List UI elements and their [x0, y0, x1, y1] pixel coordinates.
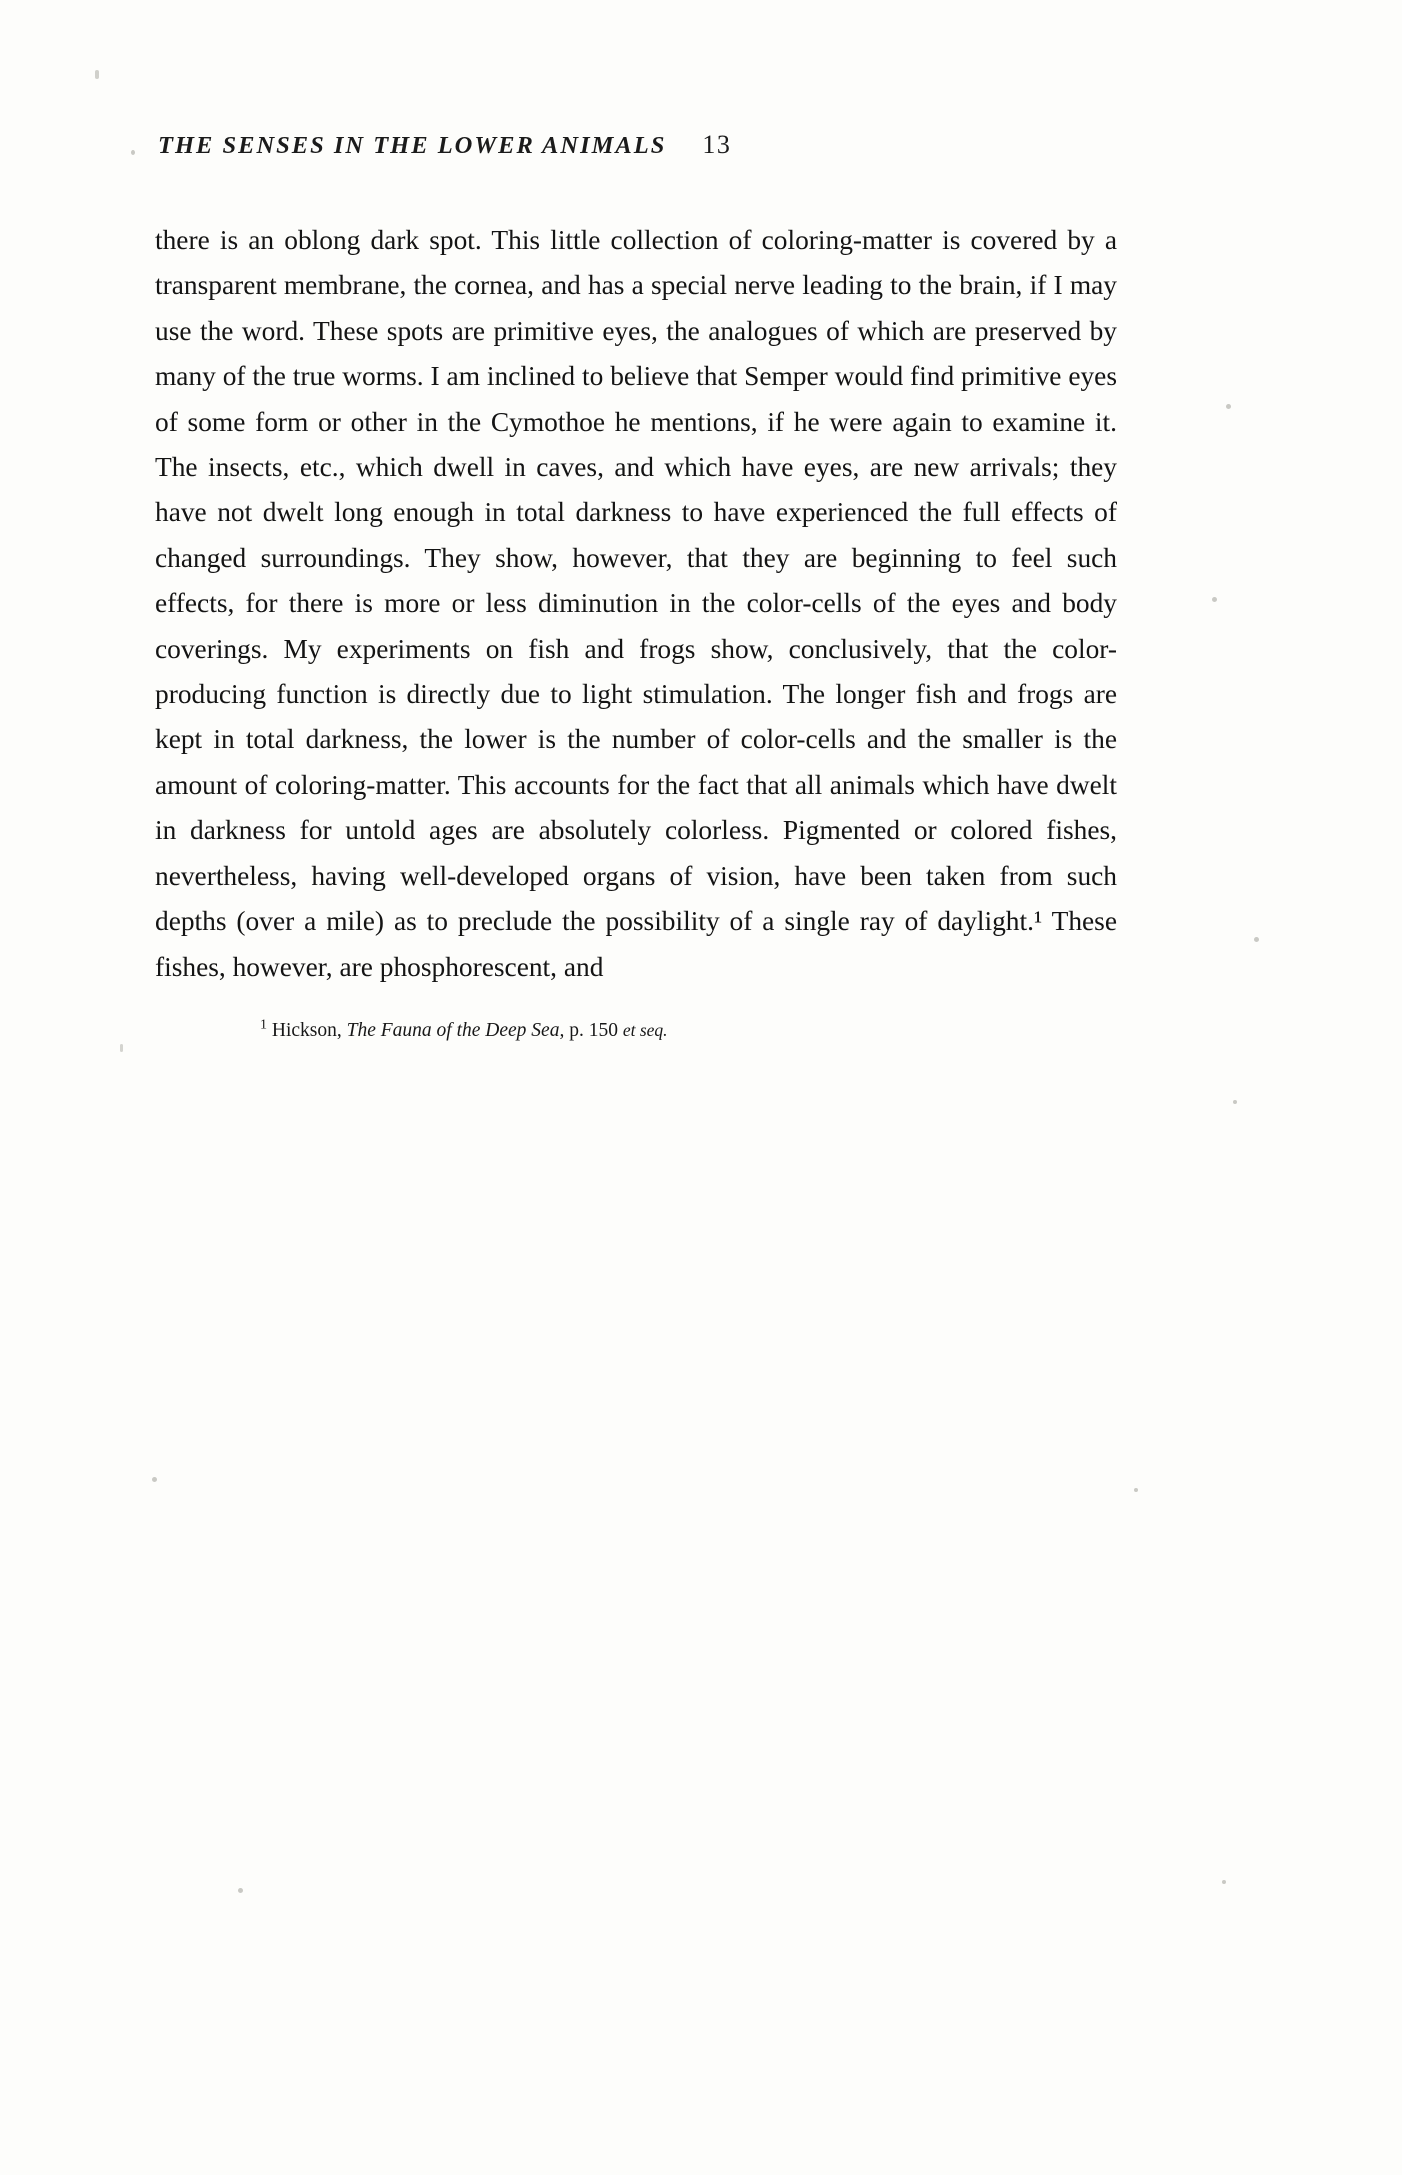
page-content [150, 130, 1260, 1045]
scan-speckle [1134, 1488, 1138, 1492]
scan-speckle [120, 1044, 123, 1052]
footnote-work-title: The Fauna of the Deep Sea, [346, 1019, 565, 1041]
body-paragraph: there is an oblong dark spot. This little collection of coloring-matter is covered by a transparent membrane, the cornea, and has a special nerve leading to the brain, if I may use the word. These spots are primitive eyes, the analogues of which are preserved by many of the true worms. I am inclined to believe that Semper would find primitive eyes of some form or other in the Cymothoe he mentions, if he were again to examine it. The insects, etc., which dwell in caves, and which have eyes, are new arrivals; they have not dwelt long enough in total darkness to have experienced the full effects of changed surroundings. They show, however, that they are beginning to feel such effects, for there is more or less diminution in the color-cells of the eyes and body coverings. My experiments on fish and frogs show, conclusively, that the color-producing function is directly due to light stimulation. The longer fish and frogs are kept in total darkness, the lower is the number of color-cells and the smaller is the amount of coloring-matter. This accounts for the fact that all animals which have dwelt in darkness for untold ages are absolutely colorless. Pigmented or colored fishes, nevertheless, having well-developed organs of vision, have been taken from such depths (over a mile) as to preclude the possibility of a single ray of daylight.¹ These fishes, however, are phosphorescent, and [155, 225, 1117, 982]
footnote-author: Hickson, [271, 1019, 342, 1041]
footnote-gap [150, 990, 1260, 1016]
running-head-title: THE SENSES IN THE LOWER ANIMALS [158, 132, 667, 159]
running-head [150, 130, 1260, 160]
footnote-marker: 1 [260, 1017, 267, 1033]
footnote-et-seq: et seq. [622, 1019, 668, 1040]
scan-speckle [152, 1477, 157, 1482]
body-text-block [155, 218, 1117, 990]
scan-speckle [95, 70, 99, 79]
scan-speckle [238, 1888, 243, 1893]
scan-speckle [131, 150, 135, 155]
scan-speckle [1222, 1880, 1226, 1884]
page-number: 13 [702, 130, 732, 159]
footnote [260, 1016, 1060, 1045]
footnote-page-ref: p. 150 [569, 1019, 618, 1041]
scan-speckle [1233, 1100, 1237, 1104]
